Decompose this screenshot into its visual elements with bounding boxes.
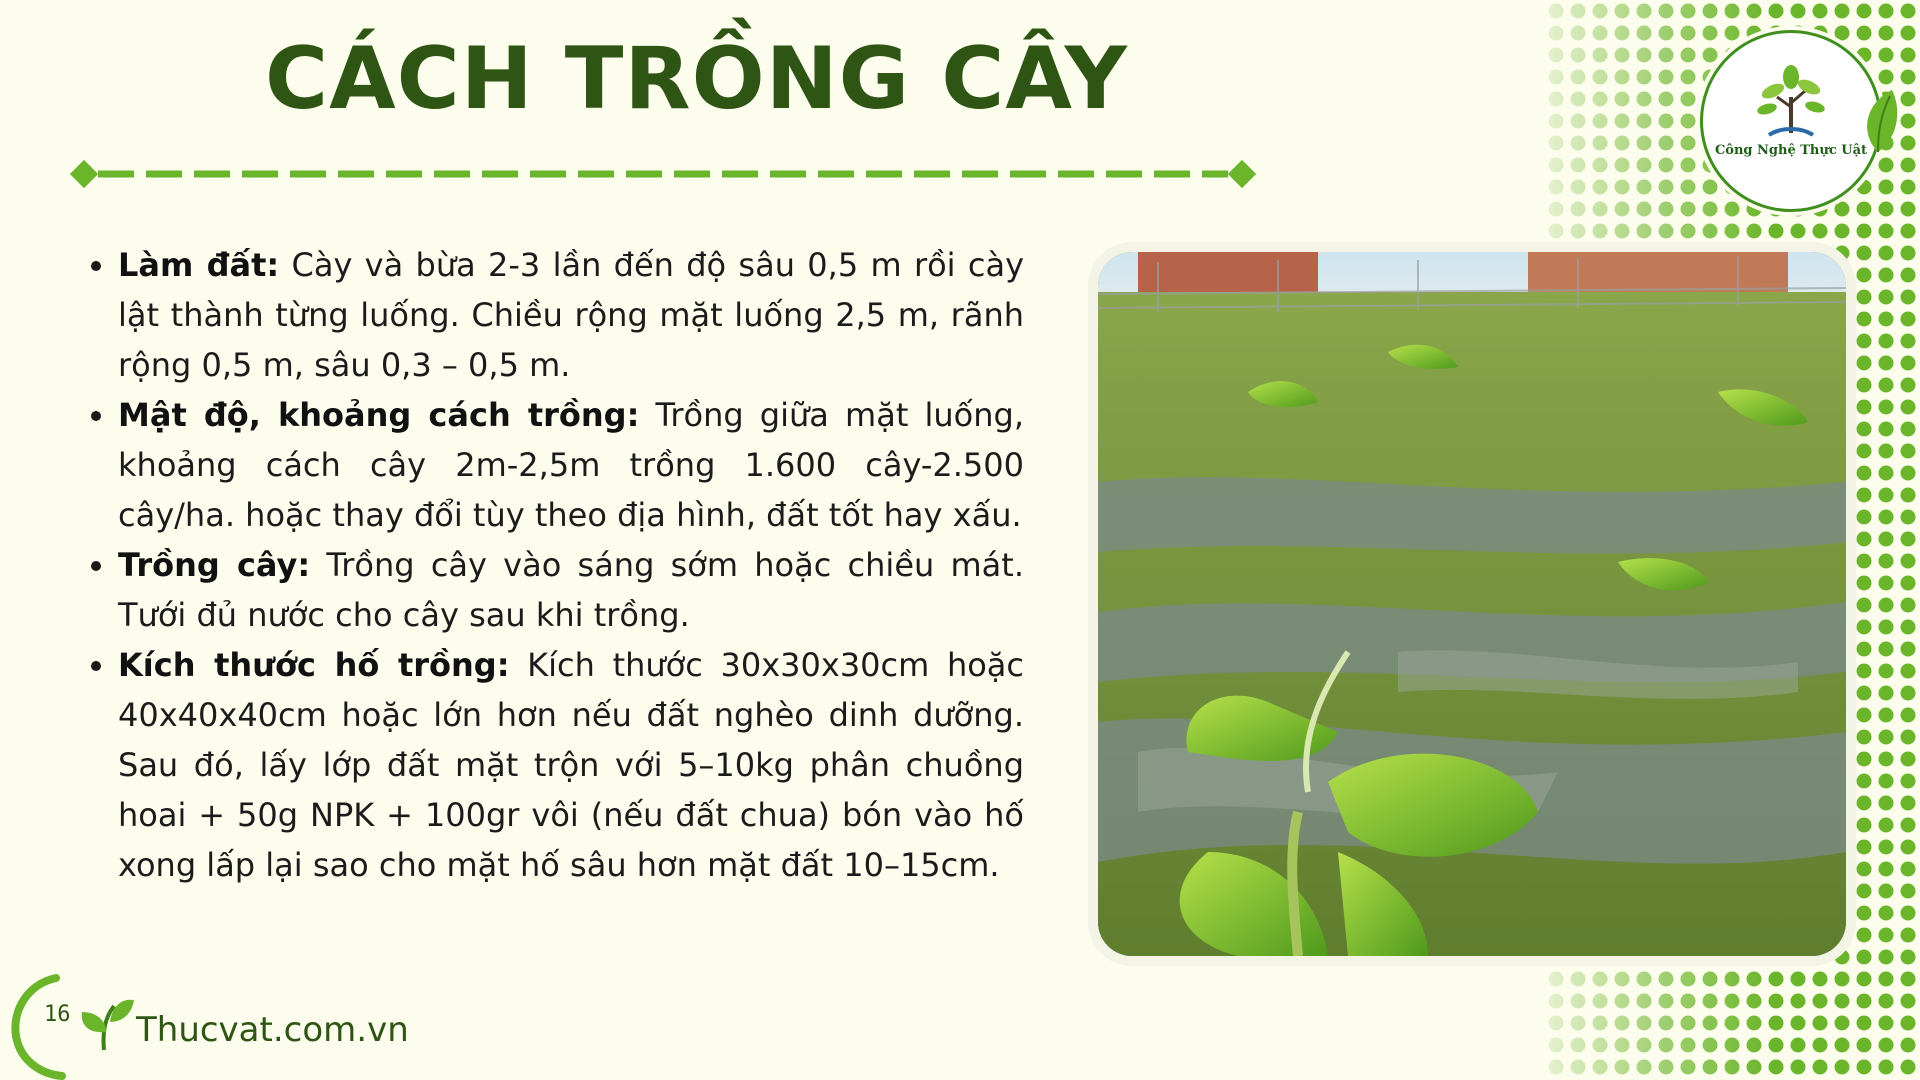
instruction-list: [86, 240, 1024, 890]
item-text: Kích thước 30x30x30cm hoặc 40x40x40cm hoặc lớn hơn nếu đất nghèo dinh dưỡng. Sau đó, lấy lớp đất mặt trộn với 5–10kg phân chuồng hoai + 50g NPK + 100gr vôi (nếu đất chua) bón vào hố xong lấp lại sao cho mặt hố sâu hơn mặt đất 10–15cm.: [118, 646, 1025, 884]
list-item: [118, 390, 1024, 540]
list-item: [118, 540, 1024, 640]
item-label: Mật độ, khoảng cách trồng:: [118, 396, 640, 434]
banana-field-photo: [1098, 252, 1846, 956]
item-label: Kích thước hố trồng:: [118, 646, 510, 684]
dashed-divider: [70, 160, 1256, 188]
tree-icon: [1755, 63, 1827, 139]
item-label: Làm đất:: [118, 246, 280, 284]
website-link[interactable]: Thucvat.com.vn: [136, 1010, 409, 1050]
item-text: Trồng cây vào sáng sớm hoặc chiều mát. Tưới đủ nước cho cây sau khi trồng.: [118, 546, 1025, 634]
leaf-icon: [1858, 88, 1904, 154]
item-label: Trồng cây:: [118, 546, 311, 584]
brand-logo: [1700, 30, 1882, 212]
item-text: Cày và bừa 2-3 lần đến độ sâu 0,5 m rồi cày lật thành từng luống. Chiều rộng mặt luống 2,5 m, rãnh rộng 0,5 m, sâu 0,3 – 0,5 m.: [118, 246, 1024, 384]
page-badge-decoration: [6, 970, 136, 1080]
item-text: Trồng giữa mặt luống, khoảng cách cây 2m-2,5m trồng 1.600 cây-2.500 cây/ha. hoặc thay đổi tùy theo địa hình, đất tốt hay xấu.: [118, 396, 1025, 534]
list-item: [118, 640, 1024, 890]
page-number: 16: [44, 1002, 71, 1027]
logo-brand-text: Công Nghệ Thực Uật: [1714, 143, 1868, 158]
sprout-icon: [82, 1000, 134, 1050]
list-item: [118, 240, 1024, 390]
planting-instructions: [86, 240, 1024, 890]
page-title: CÁCH TRỒNG CÂY: [265, 29, 1128, 129]
